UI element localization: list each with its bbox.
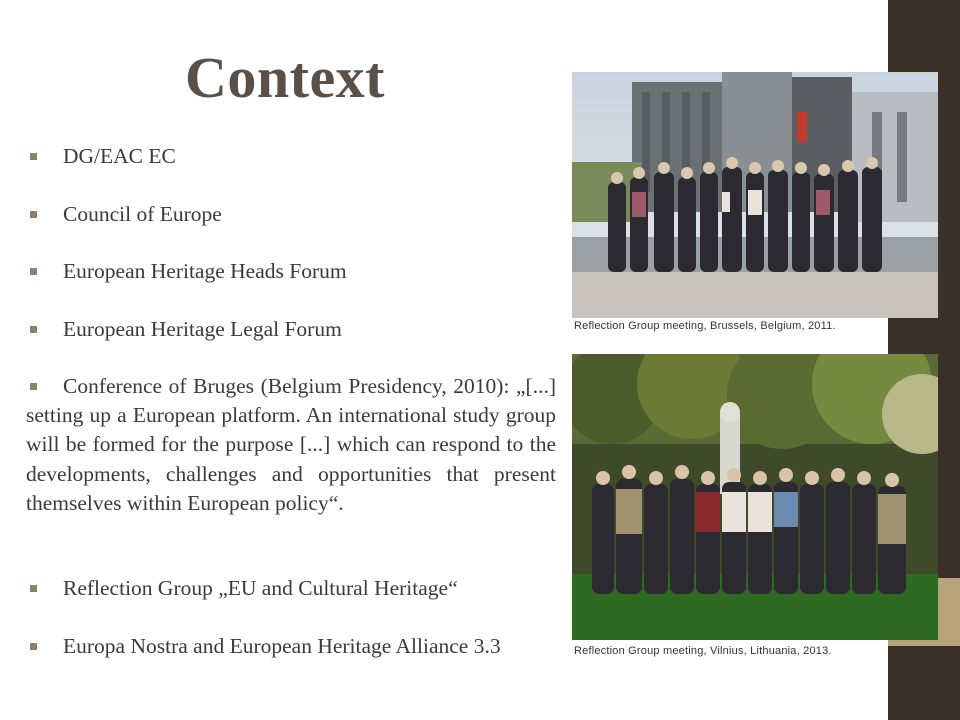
bullet-square-icon	[30, 585, 37, 592]
bullet-item	[26, 632, 501, 661]
bullet-square-icon	[30, 153, 37, 160]
bruges-quote-paragraph	[26, 372, 556, 518]
bullet-square-icon	[30, 326, 37, 333]
vilnius-group-photo	[572, 354, 938, 640]
paragraph-text: Conference of Bruges (Belgium Presidency, 2010): „[...] setting up a European platform. An international study group will be formed for the purpose [...] which can respond to the developments, challenges and opportunities that present themselves within European policy“.	[26, 374, 556, 515]
slide-title: Context	[184, 45, 385, 110]
bullet-item	[26, 142, 176, 171]
bullet-square-icon	[30, 268, 37, 275]
bullet-item	[26, 574, 458, 603]
bullet-text: Council of Europe	[63, 202, 222, 226]
bullet-square-icon	[30, 211, 37, 218]
vilnius-photo-caption: Reflection Group meeting, Vilnius, Lithuania, 2013.	[574, 645, 832, 657]
brussels-photo-caption: Reflection Group meeting, Brussels, Belgium, 2011.	[574, 320, 836, 332]
bullet-square-icon	[30, 383, 37, 390]
bullet-item	[26, 257, 347, 286]
brussels-group-photo	[572, 72, 938, 318]
bullet-item	[26, 200, 222, 229]
bullet-square-icon	[30, 643, 37, 650]
bullet-text: DG/EAC EC	[63, 144, 176, 168]
bullet-text: European Heritage Heads Forum	[63, 259, 347, 283]
bullet-text: Reflection Group „EU and Cultural Heritage“	[63, 576, 458, 600]
brussels-photo-illustration	[572, 72, 938, 318]
bullet-text: European Heritage Legal Forum	[63, 317, 342, 341]
bullet-text: Europa Nostra and European Heritage Alliance 3.3	[63, 634, 501, 658]
vilnius-photo-illustration	[572, 354, 938, 640]
bullet-item	[26, 315, 342, 344]
